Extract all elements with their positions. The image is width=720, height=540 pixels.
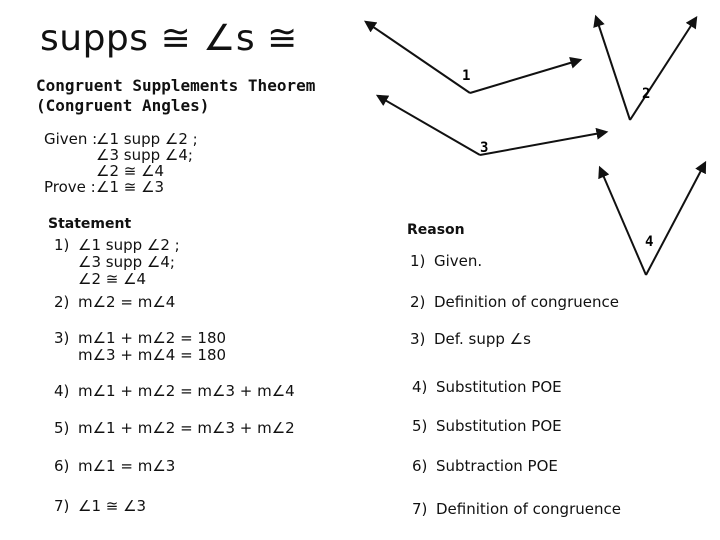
statement-line: m∠1 + m∠2 = 180 [78, 329, 227, 347]
row-number: 3) [410, 330, 426, 348]
row-number: 1) [54, 236, 70, 254]
statement-line: ∠2 ≅ ∠4 [78, 270, 147, 288]
statement-header: Statement [48, 216, 132, 232]
angle-4-ray-left [600, 168, 646, 275]
reason-header: Reason [407, 222, 465, 238]
statement-line: m∠3 + m∠4 = 180 [78, 346, 227, 364]
prove-label: Prove : [44, 178, 96, 196]
row-number: 7) [54, 497, 70, 515]
row-number: 3) [54, 329, 70, 347]
row-number: 1) [410, 252, 426, 270]
angle-2-ray-right [630, 18, 696, 120]
reason-text: Substitution POE [436, 417, 562, 435]
prove-line: ∠1 ≅ ∠3 [96, 178, 165, 196]
statement-line: ∠1 supp ∠2 ; [78, 236, 180, 254]
angle-1-ray-right [470, 60, 580, 93]
angle-label-4: 4 [645, 234, 654, 250]
reason-text: Substitution POE [436, 378, 562, 396]
angle-2-ray-left [596, 17, 630, 120]
row-number: 6) [54, 457, 70, 475]
statement-line: ∠1 ≅ ∠3 [78, 497, 147, 515]
theorem-line-1: Congruent Supplements Theorem [36, 76, 316, 95]
page-title: supps ≅ ∠s ≅ [40, 18, 298, 59]
statement-line: ∠3 supp ∠4; [78, 253, 175, 271]
angle-label-2: 2 [642, 86, 651, 102]
row-number: 5) [54, 419, 70, 437]
given-line: ∠3 supp ∠4; [96, 146, 193, 164]
reason-text: Definition of congruence [436, 500, 621, 518]
row-number: 2) [54, 293, 70, 311]
given-line: ∠2 ≅ ∠4 [96, 162, 165, 180]
angle-3-ray-right [480, 132, 606, 155]
row-number: 2) [410, 293, 426, 311]
reason-text: Subtraction POE [436, 457, 558, 475]
given-label: Given : [44, 130, 98, 148]
statement-line: m∠2 = m∠4 [78, 293, 176, 311]
angle-3-ray-upper [378, 96, 480, 155]
theorem-line-2: (Congruent Angles) [36, 96, 210, 115]
statement-line: m∠1 + m∠2 = m∠3 + m∠2 [78, 419, 295, 437]
angle-1-ray-upper [366, 22, 470, 93]
reason-text: Given. [434, 252, 483, 270]
given-line: ∠1 supp ∠2 ; [96, 130, 198, 148]
reason-text: Def. supp ∠s [434, 330, 531, 348]
row-number: 6) [412, 457, 428, 475]
row-number: 4) [412, 378, 428, 396]
angle-4-ray-right [646, 163, 705, 275]
angle-label-1: 1 [462, 68, 471, 84]
reason-text: Definition of congruence [434, 293, 619, 311]
angle-label-3: 3 [480, 140, 489, 156]
statement-line: m∠1 = m∠3 [78, 457, 176, 475]
row-number: 7) [412, 500, 428, 518]
statement-line: m∠1 + m∠2 = m∠3 + m∠4 [78, 382, 295, 400]
row-number: 5) [412, 417, 428, 435]
row-number: 4) [54, 382, 70, 400]
